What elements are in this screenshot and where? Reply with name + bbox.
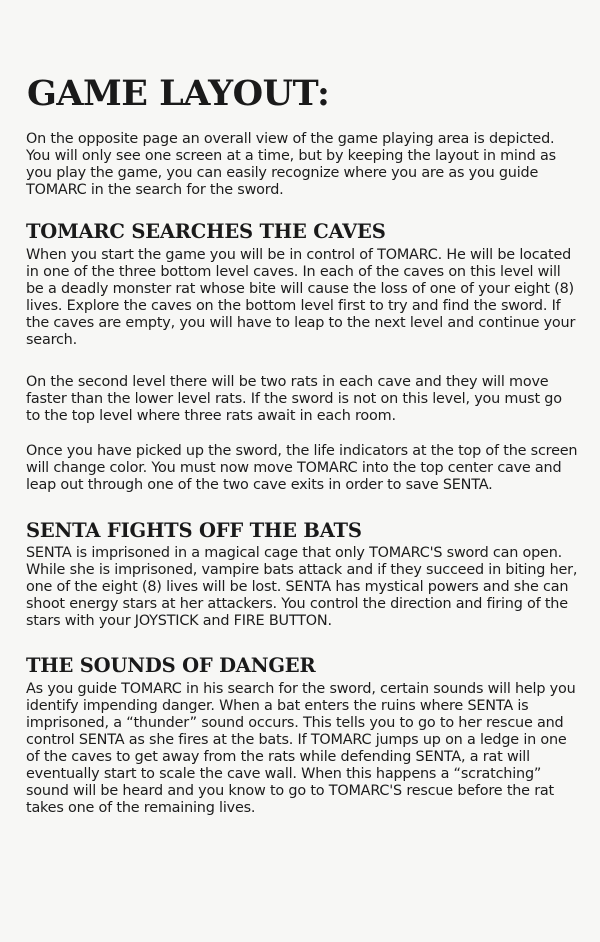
sounds-paragraph: As you guide TOMARC in his search for the sword, certain sounds will help you identify impending danger. When a bat enters the ruins where SENTA is imprisoned, a “thunder” sound occurs. This tells you to go to her rescue and control SENTA as she fires at the bats. If TOMARC jumps up on a ledge in one of the caves to get away from the rats while defending SENTA, a rat will eventually start to scale the cave wall. When this happens a “scratching” sound will be heard and you know to go to TOMARC'S rescue before the rat takes one of the remaining lives. [26, 681, 576, 816]
section-heading-sounds: THE SOUNDS OF DANGER [26, 654, 316, 677]
caves-paragraph-1: When you start the game you will be in control of TOMARC. He will be located in one of the three bottom level caves. In each of the caves on this level will be a deadly monster rat whose bite will cause the loss of one of your eight (8) lives. Explore the caves on the bottom level first to try and find the sword. If the caves are empty, you will have to leap to the next level and continue your search. [26, 247, 576, 348]
page-title: GAME LAYOUT: [27, 73, 330, 114]
intro-paragraph: On the opposite page an overall view of the game playing area is depicted. You will only see one screen at a time, but by keeping the layout in mind as you play the game, you can easily recognize where you are as you guide TOMARC in the search for the sword. [26, 131, 556, 198]
section-heading-bats: SENTA FIGHTS OFF THE BATS [26, 519, 362, 542]
caves-paragraph-2: On the second level there will be two rats in each cave and they will move faster than the lower level rats. If the sword is not on this level, you must go to the top level where three rats await in each room. [26, 374, 562, 424]
section-heading-caves: TOMARC SEARCHES THE CAVES [26, 220, 386, 243]
caves-paragraph-3: Once you have picked up the sword, the life indicators at the top of the screen will change color. You must now move TOMARC into the top center cave and leap out through one of the two cave exits in order to save SENTA. [26, 443, 578, 493]
bats-paragraph: SENTA is imprisoned in a magical cage that only TOMARC'S sword can open. While she is imprisoned, vampire bats attack and if they succeed in biting her, one of the eight (8) lives will be lost. SENTA has mystical powers and she can shoot energy stars at her attackers. You control the direction and firing of the stars with your JOYSTICK and FIRE BUTTON. [26, 545, 578, 629]
